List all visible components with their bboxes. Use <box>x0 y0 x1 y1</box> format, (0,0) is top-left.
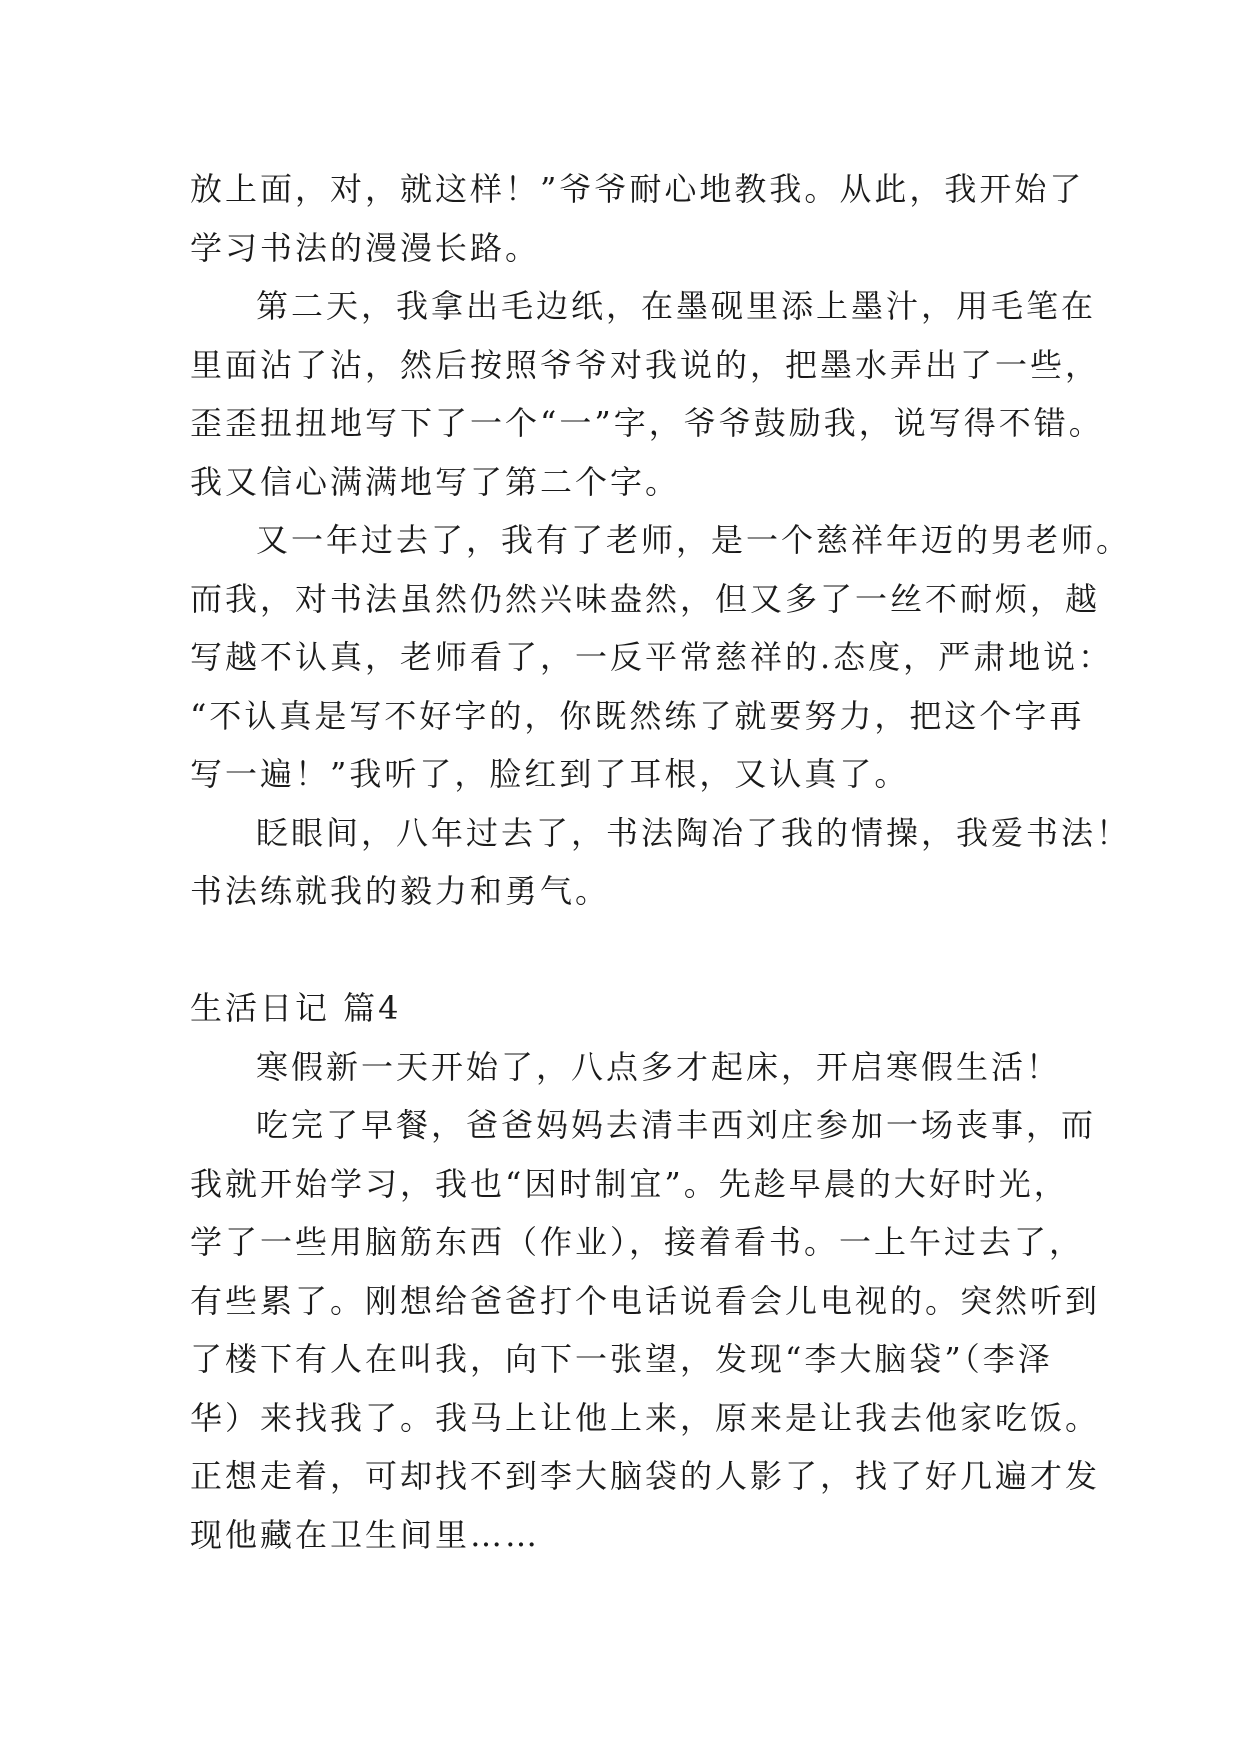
text-line: 我就开始学习，我也“因时制宜”。先趁早晨的大好时光， <box>190 1164 1069 1203</box>
document-body <box>190 160 1132 1564</box>
text-line: 有些累了。刚想给爸爸打个电话说看会儿电视的。突然听到 <box>190 1281 1101 1320</box>
paragraph-start: 又一年过去了，我有了老师，是一个慈祥年迈的男老师。 <box>256 521 1132 559</box>
text-line: 写越不认真，老师看了，一反平常慈祥的.态度，严肃地说： <box>190 638 1114 676</box>
text-line: 了楼下有人在叫我，向下一张望，发现“李大脑袋”（李泽 <box>190 1340 1053 1378</box>
text-line: 里面沾了沾，然后按照爷爷对我说的，把墨水弄出了一些， <box>190 345 1101 384</box>
text-line: 我又信心满满地写了第二个字。 <box>190 462 681 501</box>
section-gap <box>190 921 1080 980</box>
paragraph-start: 第二天，我拿出毛边纸，在墨砚里添上墨汁，用毛笔在 <box>256 287 1097 325</box>
text-line: 学习书法的漫漫长路。 <box>190 228 541 267</box>
text-line: 现他藏在卫生间里…… <box>190 1515 541 1554</box>
text-line: 华）来找我了。我马上让他上来，原来是让我去他家吃饭。 <box>190 1398 1101 1437</box>
text-line: 学了一些用脑筋东西（作业），接着看书。一上午过去了， <box>190 1223 1085 1261</box>
text-line: “不认真是写不好字的，你既然练了就要努力，把这个字再 <box>190 696 1085 735</box>
text-line: 放上面，对，就这样！”爷爷耐心地教我。从此，我开始了 <box>190 170 1085 208</box>
paragraph-start: 吃完了早餐，爸爸妈妈去清丰西刘庄参加一场丧事，而 <box>256 1106 1097 1144</box>
paragraph-start: 眨眼间，八年过去了，书法陶冶了我的情操，我爱书法！ <box>256 813 1132 852</box>
paragraph-start: 寒假新一天开始了，八点多才起床，开启寒假生活！ <box>256 1047 1062 1086</box>
text-line: 书法练就我的毅力和勇气。 <box>190 872 611 910</box>
text-line: 正想走着，可却找不到李大脑袋的人影了，找了好几遍才发 <box>190 1457 1101 1495</box>
section-heading: 生活日记 篇4 <box>190 989 402 1027</box>
text-line: 写一遍！”我听了，脸红到了耳根，又认真了。 <box>190 755 910 793</box>
text-line: 而我，对书法虽然仍然兴味盎然，但又多了一丝不耐烦，越 <box>190 579 1101 618</box>
text-line: 歪歪扭扭地写下了一个“一”字，爷爷鼓励我，说写得不错。 <box>190 404 1104 442</box>
